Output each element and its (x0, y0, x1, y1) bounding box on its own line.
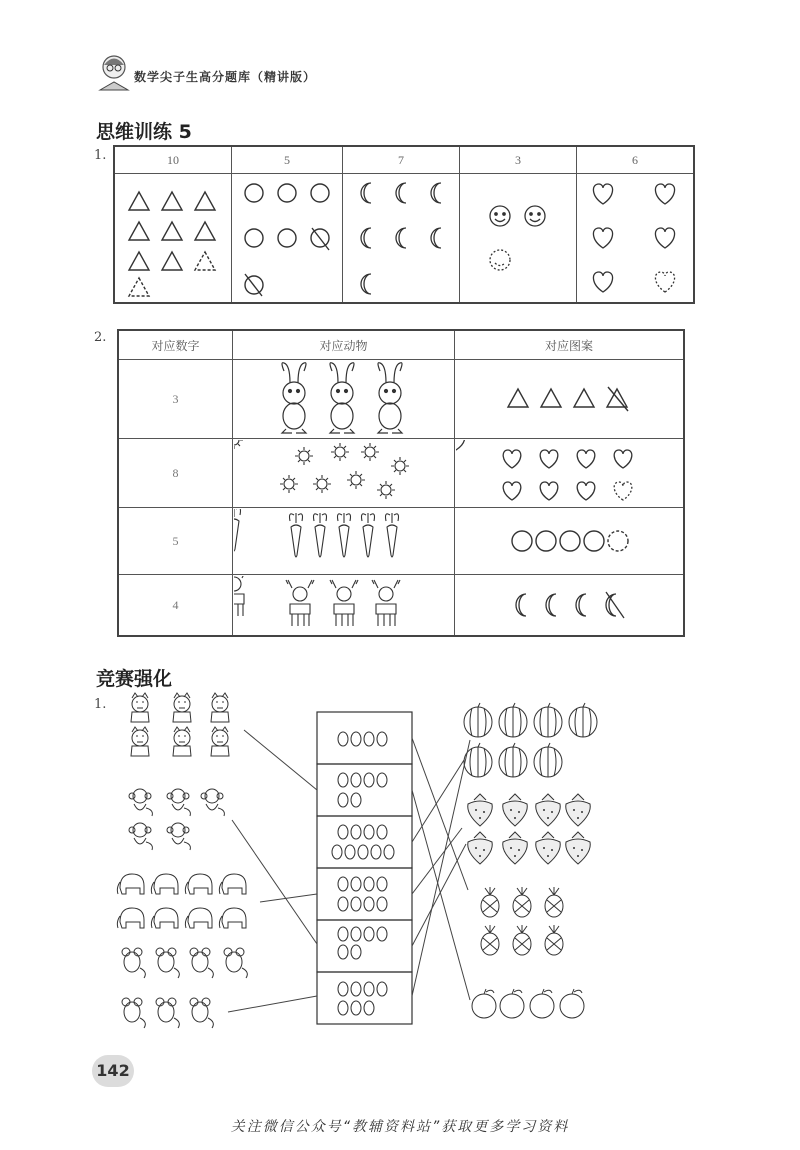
footer-notice: 关注微信公众号“教辅资料站”获取更多学习资料 (230, 1119, 570, 1135)
heart-cell (577, 174, 695, 304)
answer-lines (228, 730, 470, 1012)
triangle-cell (114, 174, 232, 304)
heart-pattern-cell (455, 439, 685, 508)
pineapple-icon (481, 887, 563, 955)
page-number: 142 (92, 1055, 134, 1087)
rabbit-cell (233, 360, 455, 439)
apple-icon (472, 989, 584, 1018)
row-number: 8 (118, 439, 233, 508)
book-title: 数学尖子生高分题库（精讲版） (134, 70, 317, 84)
crescent-pattern-cell (455, 575, 685, 637)
elephant-icon (117, 874, 246, 928)
circle-pattern-cell (455, 508, 685, 575)
header-pattern: 对应图案 (455, 330, 685, 360)
header-animal: 对应动物 (233, 330, 455, 360)
matching-exercise (110, 690, 630, 1035)
question-number: 2. (94, 330, 107, 345)
student-reading-icon (94, 52, 134, 92)
question-number: 1. (94, 148, 107, 163)
deer-cell (233, 575, 455, 637)
pumpkin-icon (464, 703, 597, 777)
strawberry-icon (468, 794, 591, 864)
column-number: 10 (114, 146, 232, 174)
circle-cell (232, 174, 343, 304)
column-number: 7 (343, 146, 460, 174)
column-number: 3 (460, 146, 577, 174)
oval-boxes (317, 712, 412, 1024)
section-title-competition: 竞赛强化 (96, 668, 173, 690)
row-number: 4 (118, 575, 233, 637)
triangle-pattern-cell (455, 360, 685, 439)
sun-cell (233, 439, 455, 508)
crescent-cell (343, 174, 460, 304)
correspondence-table (117, 329, 685, 637)
count-table (113, 145, 695, 304)
column-number: 6 (577, 146, 695, 174)
radish-cell (233, 508, 455, 575)
mouse-icon (122, 948, 247, 1028)
monkey-icon (129, 789, 224, 850)
column-number: 5 (232, 146, 343, 174)
header-number: 对应数字 (118, 330, 233, 360)
row-number: 5 (118, 508, 233, 575)
question-number: 1. (94, 697, 107, 712)
tiger-icon (131, 693, 229, 756)
smiley-cell (460, 174, 577, 304)
row-number: 3 (118, 360, 233, 439)
section-title-thinking: 思维训练 5 (96, 121, 192, 143)
